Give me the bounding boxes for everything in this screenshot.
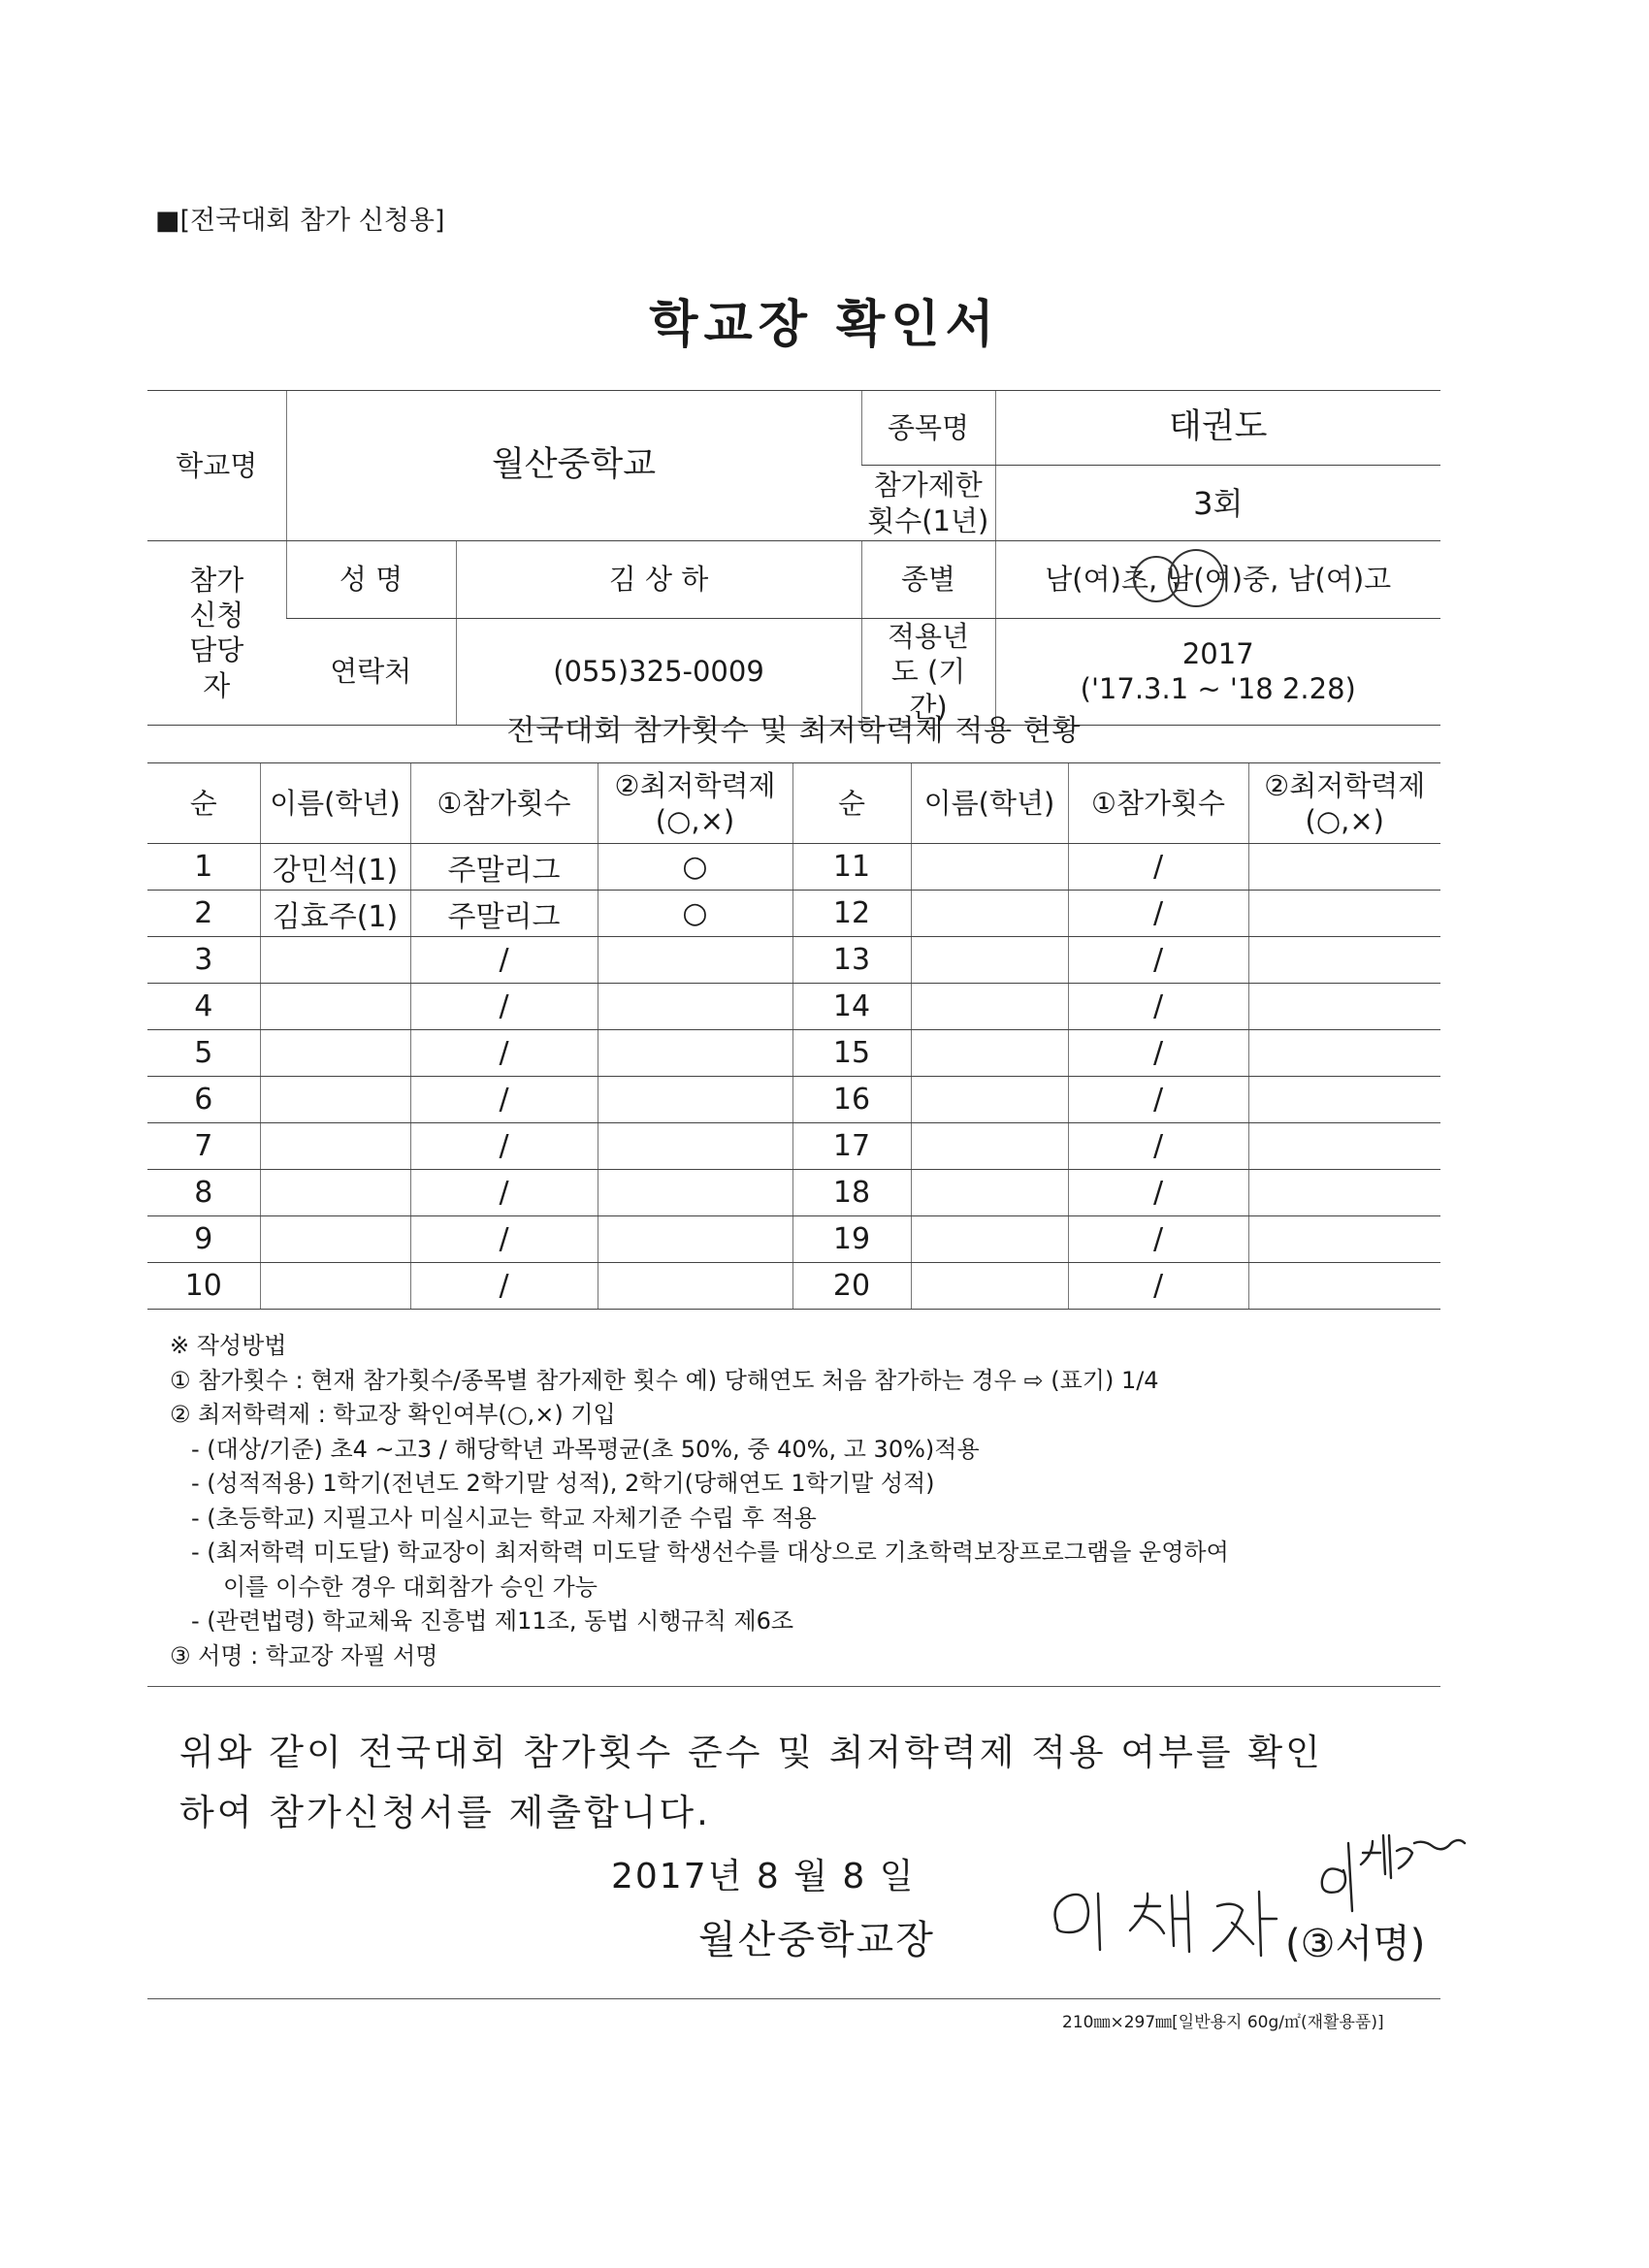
table-row: [147, 1263, 1440, 1310]
confirmation-line-2: 하여 참가신청서를 제출합니다.: [179, 1792, 711, 1833]
cell-name: 강민석(1): [260, 844, 410, 891]
roster-header-row: [147, 763, 1440, 844]
cell-count: /: [410, 1170, 598, 1216]
footer-divider: [147, 1998, 1440, 1999]
cell-min-academic: [598, 1123, 792, 1170]
note-detail-2: - (성적적용) 1학기(전년도 2학기말 성적), 2학기(당해연도 1학기말 성적): [191, 1470, 935, 1497]
name-label: 성 명: [286, 541, 456, 619]
status-heading: 전국대회 참가횟수 및 최저학력제 적용 현황: [506, 714, 1082, 748]
cell-order-2: 15: [792, 1030, 911, 1077]
cell-min-academic: [598, 1077, 792, 1123]
cell-min-academic-2: [1248, 937, 1440, 984]
cell-count-2: /: [1068, 1123, 1248, 1170]
cell-name: [260, 1216, 410, 1263]
event-value: 태권도: [995, 391, 1440, 466]
period-text: ('17.3.1 ~ '18 2.28): [1080, 672, 1356, 706]
cell-name-2: [911, 1216, 1068, 1263]
col-header-count-2: ①참가횟수: [1068, 763, 1248, 844]
table-row: [147, 1030, 1440, 1077]
principal-title: 월산중학교장: [698, 1918, 935, 1962]
cell-count-2: /: [1068, 984, 1248, 1030]
cell-count-2: /: [1068, 1030, 1248, 1077]
cell-order-2: 14: [792, 984, 911, 1030]
cell-name-2: [911, 1123, 1068, 1170]
note-detail-4b: 이를 이수한 경우 대회참가 승인 가능: [223, 1572, 598, 1601]
issue-date: 2017년 8 월 8 일: [611, 1857, 916, 1896]
cell-min-academic: ○: [598, 844, 792, 891]
note-2: ② 최저학력제 : 학교장 확인여부(○,×) 기입: [170, 1401, 616, 1428]
section-divider: [147, 1686, 1440, 1687]
limit-label: 참가제한 횟수(1년): [861, 466, 995, 541]
cell-name: [260, 984, 410, 1030]
cell-count: /: [410, 1077, 598, 1123]
cell-order-2: 16: [792, 1077, 911, 1123]
cell-name-2: [911, 844, 1068, 891]
col-header-order: 순: [147, 763, 260, 844]
cell-min-academic-2: [1248, 1170, 1440, 1216]
cell-count-2: /: [1068, 1216, 1248, 1263]
col-header-min-academic: ②최저학력제 (○,×): [598, 763, 792, 844]
cell-min-academic-2: [1248, 1077, 1440, 1123]
cell-name-2: [911, 1263, 1068, 1310]
note-detail-1: - (대상/기준) 초4 ~고3 / 해당학년 과목평균(초 50%, 중 40%, 고 30%)적용: [191, 1435, 980, 1463]
table-row: [147, 1170, 1440, 1216]
cell-name-2: [911, 984, 1068, 1030]
cell-count: /: [410, 1263, 598, 1310]
contact-value: (055)325-0009: [456, 619, 861, 726]
cell-min-academic-2: [1248, 1216, 1440, 1263]
cell-name: [260, 1123, 410, 1170]
document-tag: ■[전국대회 참가 신청용]: [155, 206, 445, 236]
cell-min-academic: [598, 1170, 792, 1216]
cell-order: 1: [147, 844, 260, 891]
cell-count: 주말리그: [410, 891, 598, 937]
cell-count-2: /: [1068, 937, 1248, 984]
cell-min-academic-2: [1248, 844, 1440, 891]
note-3: ③ 서명 : 학교장 자필 서명: [170, 1641, 438, 1669]
cell-min-academic: [598, 1216, 792, 1263]
cell-order: 7: [147, 1123, 260, 1170]
cell-name: 김효주(1): [260, 891, 410, 937]
table-row: [147, 1077, 1440, 1123]
contact-label: 연락처: [286, 619, 456, 726]
category-label: 종별: [861, 541, 995, 619]
cell-count: /: [410, 1123, 598, 1170]
cell-order-2: 17: [792, 1123, 911, 1170]
cell-count: /: [410, 937, 598, 984]
notes-heading: ※ 작성방법: [170, 1332, 287, 1359]
col-header-count: ①참가횟수: [410, 763, 598, 844]
cell-order-2: 19: [792, 1216, 911, 1263]
cell-name-2: [911, 937, 1068, 984]
cell-count-2: /: [1068, 1077, 1248, 1123]
col-header-name: 이름(학년): [260, 763, 410, 844]
cell-order: 8: [147, 1170, 260, 1216]
limit-value: 3회: [995, 466, 1440, 541]
cell-order-2: 12: [792, 891, 911, 937]
col-header-order-2: 순: [792, 763, 911, 844]
paper-spec: 210㎜×297㎜[일반용지 60g/㎡(재활용품)]: [1062, 2013, 1384, 2032]
cell-min-academic: [598, 984, 792, 1030]
col-header-name-2: 이름(학년): [911, 763, 1068, 844]
cell-count: 주말리그: [410, 844, 598, 891]
info-table: [147, 390, 1440, 726]
cell-order-2: 20: [792, 1263, 911, 1310]
table-row: [147, 891, 1440, 937]
cell-name-2: [911, 891, 1068, 937]
confirmation-line-1: 위와 같이 전국대회 참가횟수 준수 및 최저학력제 적용 여부를 확인: [179, 1732, 1323, 1773]
cell-name-2: [911, 1077, 1068, 1123]
cell-min-academic-2: [1248, 1030, 1440, 1077]
circle-mark-middle-girl: [1168, 549, 1224, 607]
signature-label: (③서명): [1285, 1922, 1426, 1966]
writing-instructions: [170, 1329, 1440, 1673]
cell-min-academic: ○: [598, 891, 792, 937]
cell-order: 9: [147, 1216, 260, 1263]
cell-count-2: /: [1068, 891, 1248, 937]
cell-min-academic-2: [1248, 1123, 1440, 1170]
document-title: 학교장 확인서: [649, 296, 1000, 354]
cell-order: 5: [147, 1030, 260, 1077]
school-name-label: 학교명: [147, 391, 286, 541]
cell-count: /: [410, 1216, 598, 1263]
cell-order: 2: [147, 891, 260, 937]
cell-min-academic: [598, 1030, 792, 1077]
cell-count: /: [410, 984, 598, 1030]
note-detail-5: - (관련법령) 학교체육 진흥법 제11조, 동법 시행규칙 제6조: [191, 1607, 794, 1635]
cell-name-2: [911, 1030, 1068, 1077]
cell-order-2: 11: [792, 844, 911, 891]
cell-min-academic-2: [1248, 1263, 1440, 1310]
table-row: [147, 937, 1440, 984]
roster-body: [147, 763, 1440, 1310]
category-text: 남(여)초, 남(여)중, 남(여)고: [1045, 563, 1392, 597]
cell-name: [260, 1263, 410, 1310]
year-label: 적용년도 (기간): [861, 619, 995, 726]
note-detail-4: - (최저학력 미도달) 학교장이 최저학력 미도달 학생선수를 대상으로 기초학력보장프로그램을 운영하여: [191, 1539, 1229, 1566]
year-text: 2017: [1181, 637, 1254, 671]
cell-min-academic-2: [1248, 984, 1440, 1030]
table-row: [147, 1123, 1440, 1170]
cell-count: /: [410, 1030, 598, 1077]
cell-order: 10: [147, 1263, 260, 1310]
event-label: 종목명: [861, 391, 995, 466]
cell-order: 4: [147, 984, 260, 1030]
cell-min-academic: [598, 1263, 792, 1310]
cell-count-2: /: [1068, 844, 1248, 891]
cell-name: [260, 1077, 410, 1123]
table-row: [147, 984, 1440, 1030]
school-name-value: 월산중학교: [286, 391, 861, 541]
cell-min-academic: [598, 937, 792, 984]
cell-name-2: [911, 1170, 1068, 1216]
col-header-min-academic-2: ②최저학력제 (○,×): [1248, 763, 1440, 844]
cell-order-2: 13: [792, 937, 911, 984]
name-value: 김 상 하: [456, 541, 861, 619]
cell-order-2: 18: [792, 1170, 911, 1216]
cell-name: [260, 1030, 410, 1077]
note-detail-3: - (초등학교) 지필고사 미실시교는 학교 자체기준 수립 후 적용: [191, 1504, 817, 1532]
cell-order: 3: [147, 937, 260, 984]
cell-min-academic-2: [1248, 891, 1440, 937]
roster-table: [147, 762, 1440, 1310]
cell-count-2: /: [1068, 1263, 1248, 1310]
note-1: ① 참가횟수 : 현재 참가횟수/종목별 참가제한 횟수 예) 당해연도 처음 참가하는 경우 ⇨ (표기) 1/4: [170, 1366, 1159, 1394]
cell-name: [260, 1170, 410, 1216]
cell-count-2: /: [1068, 1170, 1248, 1216]
cell-order: 6: [147, 1077, 260, 1123]
table-row: [147, 1216, 1440, 1263]
cell-name: [260, 937, 410, 984]
table-row: [147, 844, 1440, 891]
manager-label: 참가 신청 담당자: [147, 541, 286, 726]
